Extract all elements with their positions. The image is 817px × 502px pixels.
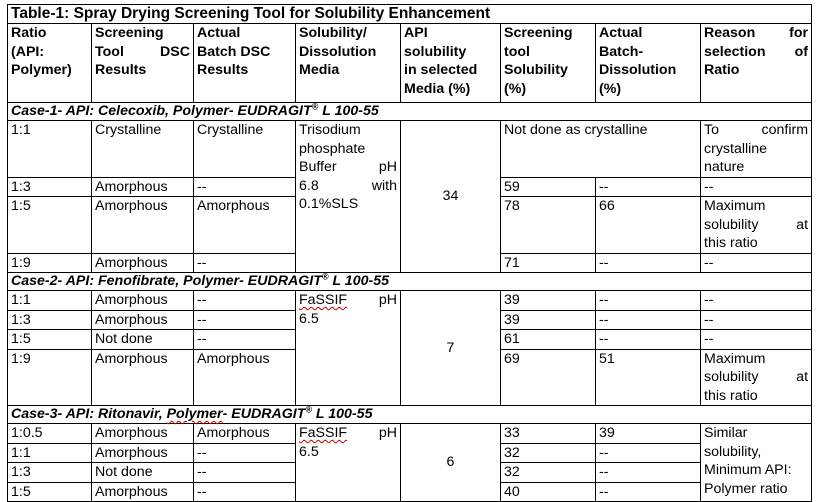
reason-cell: Maximum solubility at this ratio [701, 197, 812, 254]
batch-diss-cell: -- [596, 310, 701, 330]
batch-diss-cell: -- [596, 177, 701, 197]
screen-dsc-cell: Crystalline [92, 121, 194, 178]
screen-dsc-cell: Amorphous [92, 482, 194, 502]
header-reason: Reason for selection of Ratio [701, 24, 812, 103]
screen-sol-cell: 33 [501, 424, 596, 444]
ratio-cell: 1:3 [8, 463, 92, 483]
screen-dsc-cell: Amorphous [92, 443, 194, 463]
ratio-cell: 1:9 [8, 253, 92, 273]
batch-dsc-cell: -- [194, 291, 296, 311]
header-ratio: Ratio (API: Polymer) [8, 24, 92, 103]
batch-dsc-cell: -- [194, 330, 296, 350]
screen-sol-cell: 78 [501, 197, 596, 254]
reason-cell: -- [701, 177, 812, 197]
screen-dsc-cell: Amorphous [92, 349, 194, 406]
ratio-cell: 1:5 [8, 197, 92, 254]
batch-diss-cell: -- [596, 291, 701, 311]
batch-dsc-cell: Amorphous [194, 424, 296, 444]
batch-diss-cell: 39 [596, 424, 701, 444]
screen-sol-cell: 39 [501, 291, 596, 311]
batch-dsc-cell: -- [194, 253, 296, 273]
batch-dsc-cell: -- [194, 443, 296, 463]
batch-dsc-cell: -- [194, 482, 296, 502]
screen-sol-cell: 32 [501, 463, 596, 483]
solubility-screening-table [7, 4, 812, 502]
batch-diss-cell: -- [596, 330, 701, 350]
api-solubility-cell: 7 [401, 291, 501, 406]
batch-diss-cell: -- [596, 482, 701, 502]
reason-cell: -- [701, 310, 812, 330]
header-media: Solubility/ Dissolution Media [296, 24, 401, 103]
api-solubility-cell: 34 [401, 121, 501, 273]
ratio-cell: 1:0.5 [8, 424, 92, 444]
screen-sol-cell: 59 [501, 177, 596, 197]
ratio-cell: 1:5 [8, 482, 92, 502]
reason-cell: Similar solubility, Minimum API: Polymer ratio [701, 424, 812, 502]
screen-dsc-cell: Amorphous [92, 177, 194, 197]
table-title: Table-1: Spray Drying Screening Tool for Solubility Enhancement [8, 5, 812, 24]
case-1-label: Case-1- API: Celecoxib, Polymer- EUDRAGIT® L 100-55 [8, 103, 812, 121]
header-row [8, 24, 812, 103]
case-3-label: Case-3- API: Ritonavir, Polymer- EUDRAGIT® L 100-55 [8, 406, 812, 424]
screen-sol-cell: 71 [501, 253, 596, 273]
batch-diss-cell: -- [596, 253, 701, 273]
batch-diss-cell: 66 [596, 197, 701, 254]
screen-sol-cell: 69 [501, 349, 596, 406]
screen-dsc-cell: Amorphous [92, 197, 194, 254]
screen-sol-cell: 40 [501, 482, 596, 502]
batch-dsc-cell: -- [194, 310, 296, 330]
not-done-note: Not done as crystalline [501, 121, 701, 178]
batch-dsc-cell: Crystalline [194, 121, 296, 178]
screen-sol-cell: 61 [501, 330, 596, 350]
reason-cell: -- [701, 253, 812, 273]
screen-dsc-cell: Amorphous [92, 310, 194, 330]
api-solubility-cell: 6 [401, 424, 501, 502]
ratio-cell: 1:1 [8, 443, 92, 463]
media-cell: FaSSIF pH 6.5 [296, 424, 401, 502]
reason-cell: -- [701, 330, 812, 350]
screen-dsc-cell: Amorphous [92, 291, 194, 311]
case-2-label: Case-2- API: Fenofibrate, Polymer- EUDRAGIT® L 100-55 [8, 273, 812, 291]
header-batch-dissolution: Actual Batch- Dissolution (%) [596, 24, 701, 103]
table-row [8, 424, 812, 444]
batch-dsc-cell: -- [194, 177, 296, 197]
screen-dsc-cell: Not done [92, 463, 194, 483]
ratio-cell: 1:1 [8, 291, 92, 311]
table-row [8, 291, 812, 311]
batch-diss-cell: 51 [596, 349, 701, 406]
reason-cell: -- [701, 291, 812, 311]
batch-dsc-cell: Amorphous [194, 197, 296, 254]
screen-sol-cell: 39 [501, 310, 596, 330]
batch-dsc-cell: -- [194, 463, 296, 483]
screen-dsc-cell: Amorphous [92, 424, 194, 444]
header-api-solubility: API solubility in selected Media (%) [401, 24, 501, 103]
screen-dsc-cell: Amorphous [92, 253, 194, 273]
batch-diss-cell: -- [596, 463, 701, 483]
reason-cell: To confirm crystalline nature [701, 121, 812, 178]
screen-sol-cell: 32 [501, 443, 596, 463]
ratio-cell: 1:5 [8, 330, 92, 350]
reason-cell: Maximum solubility at this ratio [701, 349, 812, 406]
header-batch-dsc: Actual Batch DSC Results [194, 24, 296, 103]
batch-dsc-cell: Amorphous [194, 349, 296, 406]
screen-dsc-cell: Not done [92, 330, 194, 350]
header-screening-solubility: Screening tool Solubility (%) [501, 24, 596, 103]
ratio-cell: 1:3 [8, 310, 92, 330]
ratio-cell: 1:1 [8, 121, 92, 178]
media-cell: Trisodium phosphate Buffer pH 6.8 with 0.1%SLS [296, 121, 401, 273]
header-screening-dsc: Screening Tool DSC Results [92, 24, 194, 103]
batch-diss-cell: -- [596, 443, 701, 463]
media-cell: FaSSIF pH 6.5 [296, 291, 401, 406]
ratio-cell: 1:9 [8, 349, 92, 406]
table-row [8, 121, 812, 178]
ratio-cell: 1:3 [8, 177, 92, 197]
